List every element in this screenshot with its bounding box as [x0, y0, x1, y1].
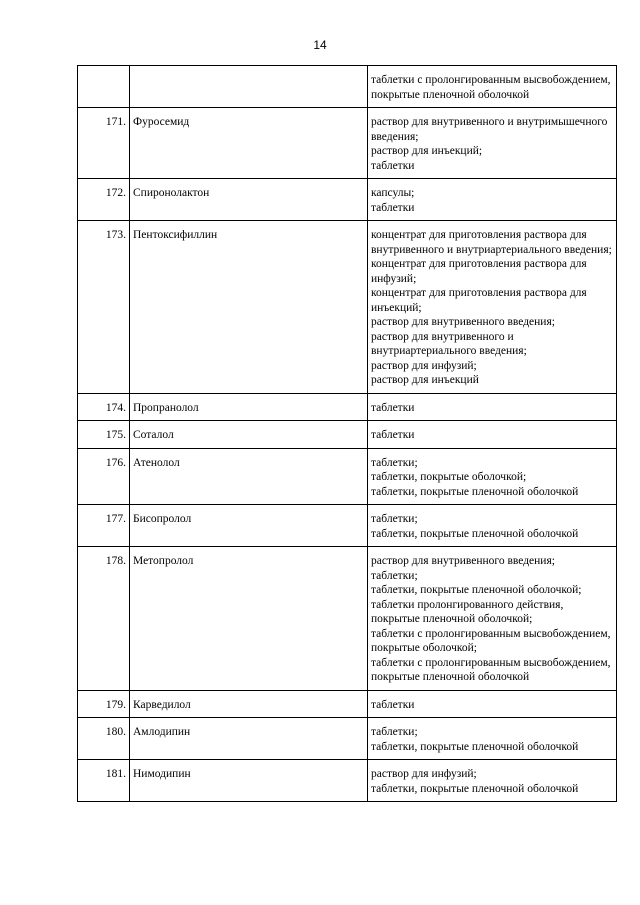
- dosage-form-line: раствор для внутривенного и внутриартериального введения;: [371, 330, 527, 357]
- drug-name: Карведилол: [130, 690, 368, 718]
- dosage-forms: [368, 421, 617, 449]
- dosage-form-line: таблетки, покрытые пленочной оболочкой: [371, 740, 579, 753]
- dosage-forms: [368, 179, 617, 221]
- table-row: [78, 393, 617, 421]
- dosage-form-line: раствор для внутривенного введения;: [371, 316, 555, 328]
- row-number: 181.: [78, 760, 130, 802]
- table-row: [78, 505, 617, 547]
- drug-name: Атенолол: [130, 448, 368, 505]
- dosage-form-line: раствор для инъекций: [371, 374, 479, 386]
- dosage-form-line: концентрат для приготовления раствора для внутривенного и внутриартериального введения;: [371, 229, 612, 256]
- dosage-forms: [368, 547, 617, 691]
- dosage-form-line: таблетки, покрытые пленочной оболочкой: [371, 485, 579, 498]
- dosage-form-line: раствор для внутривенного и внутримышечного введения;: [371, 116, 608, 143]
- dosage-form-line: концентрат для приготовления раствора для инъекций;: [371, 287, 587, 314]
- dosage-form-line: концентрат для приготовления раствора для инфузий;: [371, 258, 587, 285]
- drug-name: Соталол: [130, 421, 368, 449]
- dosage-form-line: таблетки;: [371, 513, 418, 525]
- drug-name: Амлодипин: [130, 718, 368, 760]
- row-number: 176.: [78, 448, 130, 505]
- drug-name: Фуросемид: [130, 108, 368, 179]
- table-row: [78, 179, 617, 221]
- dosage-forms: [368, 448, 617, 505]
- dosage-forms: [368, 221, 617, 394]
- row-number: 180.: [78, 718, 130, 760]
- dosage-form-line: раствор для внутривенного введения;: [371, 555, 555, 567]
- dosage-form-line: таблетки, покрытые пленочной оболочкой;: [371, 584, 582, 596]
- row-number: 177.: [78, 505, 130, 547]
- row-number: 171.: [78, 108, 130, 179]
- dosage-form-line: таблетки, покрытые пленочной оболочкой: [371, 527, 579, 540]
- dosage-form-line: таблетки с пролонгированным высвобождением, покрытые пленочной оболочкой: [371, 74, 611, 101]
- table-row: [78, 221, 617, 394]
- dosage-form-line: таблетки с пролонгированным высвобождением, покрытые пленочной оболочкой: [371, 656, 611, 683]
- drug-name: Пропранолол: [130, 393, 368, 421]
- dosage-forms: [368, 108, 617, 179]
- drug-name: [130, 66, 368, 108]
- drug-name: Нимодипин: [130, 760, 368, 802]
- dosage-forms: [368, 505, 617, 547]
- dosage-form-line: таблетки, покрытые оболочкой;: [371, 471, 527, 483]
- drug-table-body: [78, 66, 617, 802]
- page-number: 14: [313, 38, 327, 52]
- drug-name: Пентоксифиллин: [130, 221, 368, 394]
- table-row: [78, 760, 617, 802]
- dosage-forms: [368, 690, 617, 718]
- table-row: [78, 66, 617, 108]
- dosage-form-line: раствор для инъекций;: [371, 145, 483, 157]
- dosage-forms: [368, 718, 617, 760]
- row-number: 174.: [78, 393, 130, 421]
- dosage-form-line: таблетки: [371, 429, 415, 441]
- drug-name: Спиронолактон: [130, 179, 368, 221]
- dosage-forms: [368, 66, 617, 108]
- dosage-forms: [368, 760, 617, 802]
- dosage-form-line: таблетки: [371, 159, 415, 172]
- row-number: 175.: [78, 421, 130, 449]
- drug-name: Метопролол: [130, 547, 368, 691]
- table-row: [78, 421, 617, 449]
- dosage-form-line: таблетки с пролонгированным высвобождением, покрытые оболочкой;: [371, 627, 611, 654]
- table-row: [78, 547, 617, 691]
- row-number: 178.: [78, 547, 130, 691]
- dosage-form-line: таблетки: [371, 698, 415, 711]
- dosage-form-line: таблетки;: [371, 569, 418, 582]
- dosage-form-line: раствор для инфузий;: [371, 359, 477, 372]
- dosage-form-line: таблетки, покрытые пленочной оболочкой: [371, 782, 579, 795]
- table-row: [78, 448, 617, 505]
- table-row: [78, 690, 617, 718]
- drug-name: Бисопролол: [130, 505, 368, 547]
- drug-table: [77, 65, 617, 802]
- row-number: 179.: [78, 690, 130, 718]
- dosage-form-line: таблетки пролонгированного действия, покрытые пленочной оболочкой;: [371, 598, 564, 625]
- row-number: 173.: [78, 221, 130, 394]
- dosage-form-line: раствор для инфузий;: [371, 768, 477, 780]
- row-number: 172.: [78, 179, 130, 221]
- dosage-form-line: таблетки: [371, 201, 415, 214]
- table-row: [78, 718, 617, 760]
- dosage-form-line: таблетки: [371, 401, 415, 414]
- row-number: [78, 66, 130, 108]
- dosage-forms: [368, 393, 617, 421]
- dosage-form-line: таблетки;: [371, 726, 418, 738]
- dosage-form-line: капсулы;: [371, 187, 415, 199]
- table-row: [78, 108, 617, 179]
- dosage-form-line: таблетки;: [371, 456, 418, 469]
